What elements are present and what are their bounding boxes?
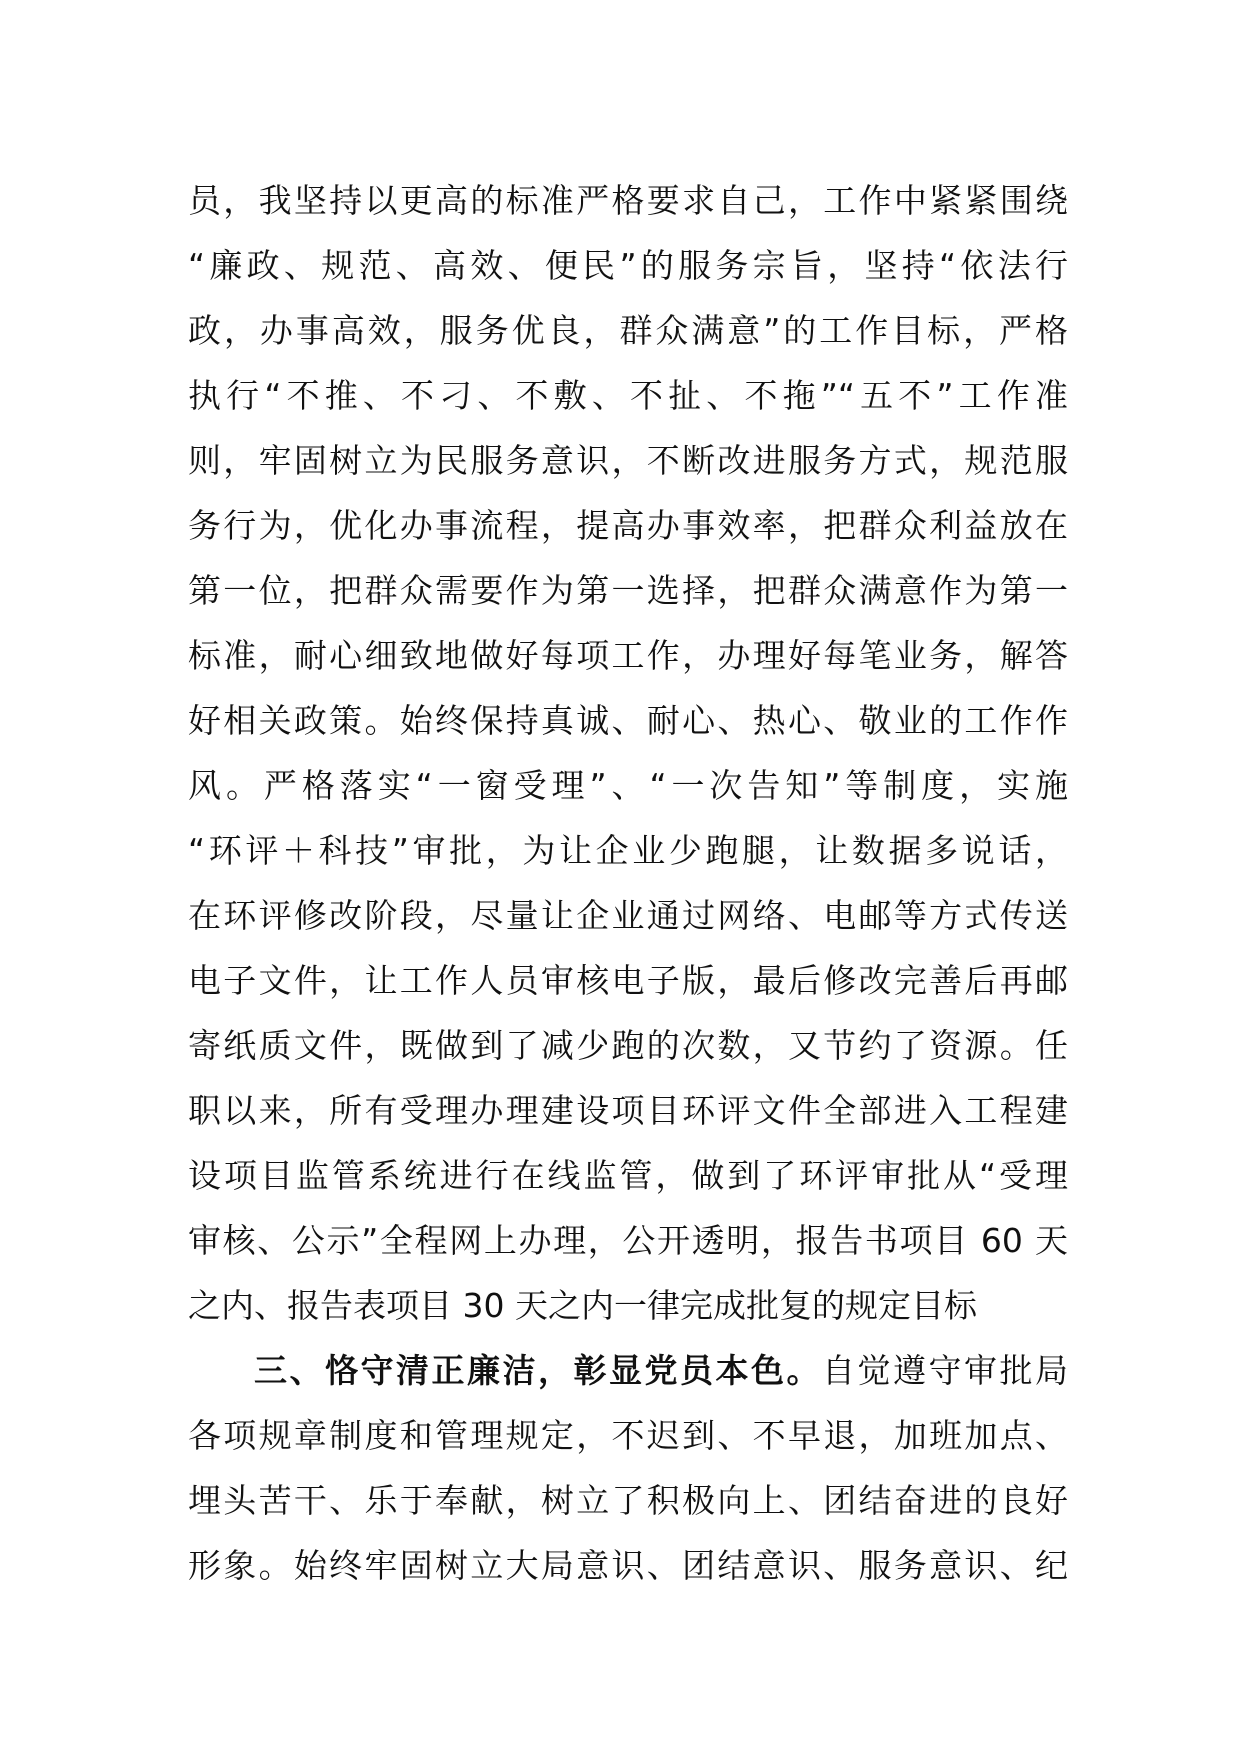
text-line: “廉政、规范、高效、便民”的服务宗旨，坚持“依法行 (188, 246, 1068, 285)
text-line: “环评＋科技”审批，为让企业少跑腿，让数据多说话， (188, 831, 1068, 870)
text-line: 形象。始终牢固树立大局意识、团结意识、服务意识、纪 (188, 1546, 1068, 1585)
text-line: 审核、公示”全程网上办理，公开透明，报告书项目 60 天 (188, 1221, 1068, 1260)
paragraph-first-line (188, 1338, 1068, 1403)
text-line: 寄纸质文件，既做到了减少跑的次数，又节约了资源。任 (188, 1026, 1068, 1065)
text-line: 在环评修改阶段，尽量让企业通过网络、电邮等方式传送 (188, 896, 1068, 935)
text-line: 则，牢固树立为民服务意识，不断改进服务方式，规范服 (188, 441, 1068, 480)
text-line: 务行为，优化办事流程，提高办事效率，把群众利益放在 (188, 506, 1068, 545)
text-line: 电子文件，让工作人员审核电子版，最后修改完善后再邮 (188, 961, 1068, 1000)
body-text (188, 168, 1068, 1598)
text-line: 之内、报告表项目 30 天之内一律完成批复的规定目标 (188, 1286, 977, 1325)
text-line: 政，办事高效，服务优良，群众满意”的工作目标，严格 (188, 311, 1068, 350)
text-line: 第一位，把群众需要作为第一选择，把群众满意作为第一 (188, 571, 1068, 610)
text-line: 标准，耐心细致地做好每项工作，办理好每笔业务，解答 (188, 636, 1068, 675)
text-line: 执行“不推、不刁、不敷、不扯、不拖”“五不”工作准 (188, 376, 1068, 415)
text-line: 各项规章制度和管理规定，不迟到、不早退，加班加点、 (188, 1416, 1068, 1455)
text-line: 设项目监管系统进行在线监管，做到了环评审批从“受理 (188, 1156, 1068, 1195)
text-line: 风。严格落实“一窗受理”、“一次告知”等制度，实施 (188, 766, 1068, 805)
paragraph-1 (188, 168, 1068, 1338)
section-heading: 三、恪守清正廉洁，彰显党员本色。 (254, 1351, 822, 1390)
text-line: 埋头苦干、乐于奉献，树立了积极向上、团结奋进的良好 (188, 1481, 1068, 1520)
paragraph-2 (188, 1338, 1068, 1598)
text-span: 自觉遵守审批局 (822, 1351, 1068, 1390)
text-line: 员，我坚持以更高的标准严格要求自己，工作中紧紧围绕 (188, 181, 1068, 220)
text-line: 好相关政策。始终保持真诚、耐心、热心、敬业的工作作 (188, 701, 1068, 740)
text-line: 职以来，所有受理办理建设项目环评文件全部进入工程建 (188, 1091, 1068, 1130)
